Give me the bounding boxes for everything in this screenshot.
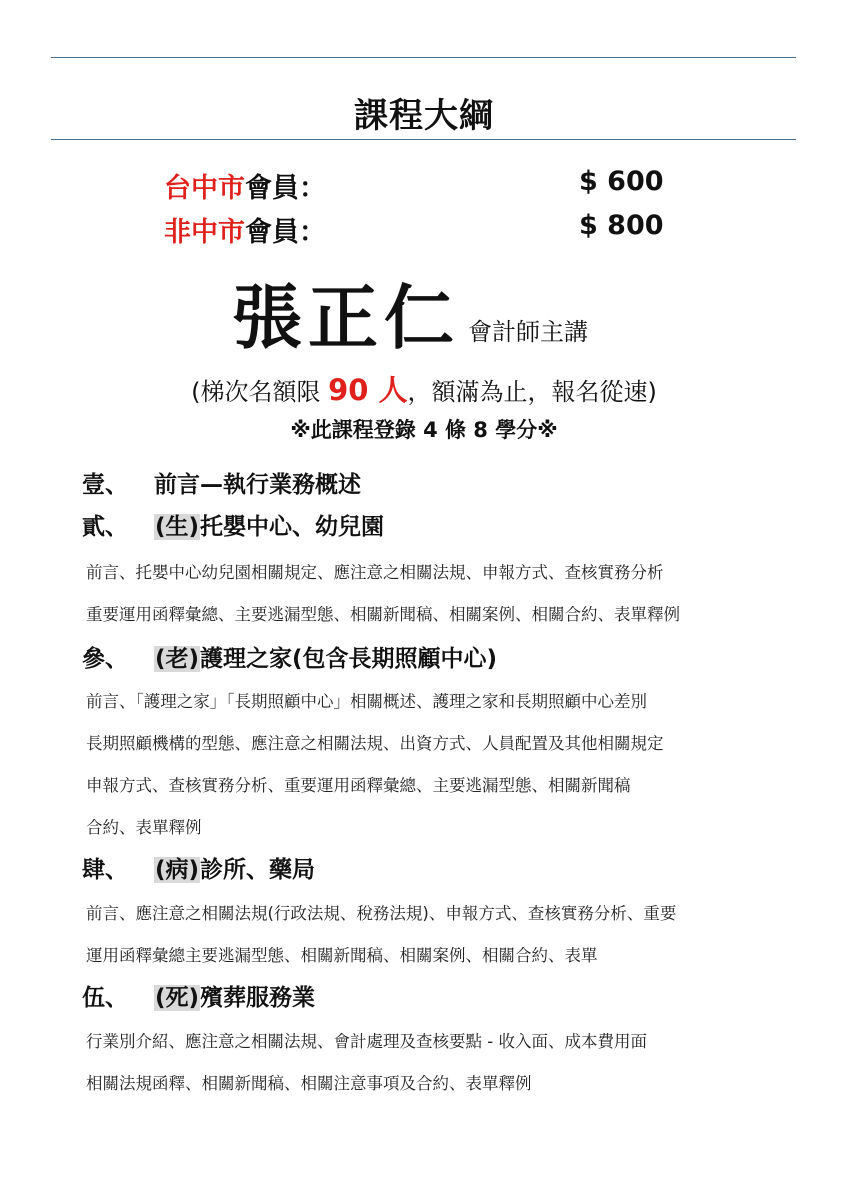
price-city: 非中市 [164, 217, 245, 248]
section-number: 肆、 [82, 857, 128, 883]
page-title: 課程大綱 [354, 96, 494, 136]
top-rule [51, 57, 796, 58]
section-tag: (病) [155, 857, 200, 883]
section-number: 壹、 [82, 472, 128, 498]
section-heading-4 [82, 851, 315, 884]
credits-note: ※此課程登錄 4 條 8 學分※ [290, 418, 558, 442]
section-line: 長期照顧機構的型態、應注意之相關法規、出資方式、人員配置及其他相關規定 [86, 734, 664, 753]
section-tag: (死) [155, 985, 200, 1011]
section-line: 前言、「護理之家」「長期照顧中心」相關概述、護理之家和長期照顧中心差別 [86, 692, 647, 711]
section-line: 申報方式、查核實務分析、重要運用函釋彙總、主要逃漏型態、相關新聞稿 [86, 776, 631, 795]
quota-suffix: ，額滿為止，報名從速) [407, 378, 657, 406]
section-number: 伍、 [82, 985, 128, 1011]
section-number: 參、 [82, 646, 128, 672]
section-number: 貳、 [82, 514, 128, 540]
price-label: 會員： [245, 173, 326, 204]
section-line: 行業別介紹、應注意之相關法規、會計處理及查核要點 - 收入面、成本費用面 [86, 1032, 647, 1051]
section-title: 殯葬服務業 [200, 985, 316, 1011]
quota-prefix: (梯次名額限 [191, 378, 329, 406]
section-line: 重要運用函釋彙總、主要逃漏型態、相關新聞稿、相關案例、相關合約、表單釋例 [86, 605, 680, 624]
section-line: 運用函釋彙總主要逃漏型態、相關新聞稿、相關案例、相關合約、表單 [86, 946, 598, 965]
price-row-non-taichung [164, 210, 684, 248]
speaker-title: 會計師主講 [468, 318, 588, 346]
section-line: 前言、托嬰中心幼兒園相關規定、應注意之相關法規、申報方式、查核實務分析 [86, 563, 664, 582]
section-line: 相關法規函釋、相關新聞稿、相關注意事項及合約、表單釋例 [86, 1074, 532, 1093]
section-title: 前言—執行業務概述 [154, 472, 361, 498]
title-rule [51, 139, 796, 140]
section-line: 前言、應注意之相關法規(行政法規、稅務法規)、申報方式、查核實務分析、重要 [86, 904, 677, 923]
price-amount: $ 800 [579, 210, 664, 241]
section-tag: (老) [155, 646, 200, 672]
price-city: 台中市 [164, 173, 245, 204]
section-tag: (生) [155, 514, 200, 540]
section-heading-3 [82, 640, 497, 673]
speaker-name: 張正仁 [232, 277, 460, 359]
price-row-taichung [164, 166, 684, 204]
section-heading-5 [82, 979, 315, 1012]
section-title: 診所、藥局 [200, 857, 316, 883]
quota-number: 90 人 [328, 373, 408, 407]
section-line: 合約、表單釋例 [86, 818, 202, 837]
section-title: 托嬰中心、幼兒園 [200, 514, 385, 540]
section-heading-1 [82, 466, 361, 499]
section-heading-2 [82, 508, 384, 541]
quota-note [0, 368, 848, 409]
price-label: 會員： [245, 217, 326, 248]
section-title: 護理之家(包含長期照顧中心) [200, 646, 498, 672]
price-amount: $ 600 [579, 166, 664, 197]
